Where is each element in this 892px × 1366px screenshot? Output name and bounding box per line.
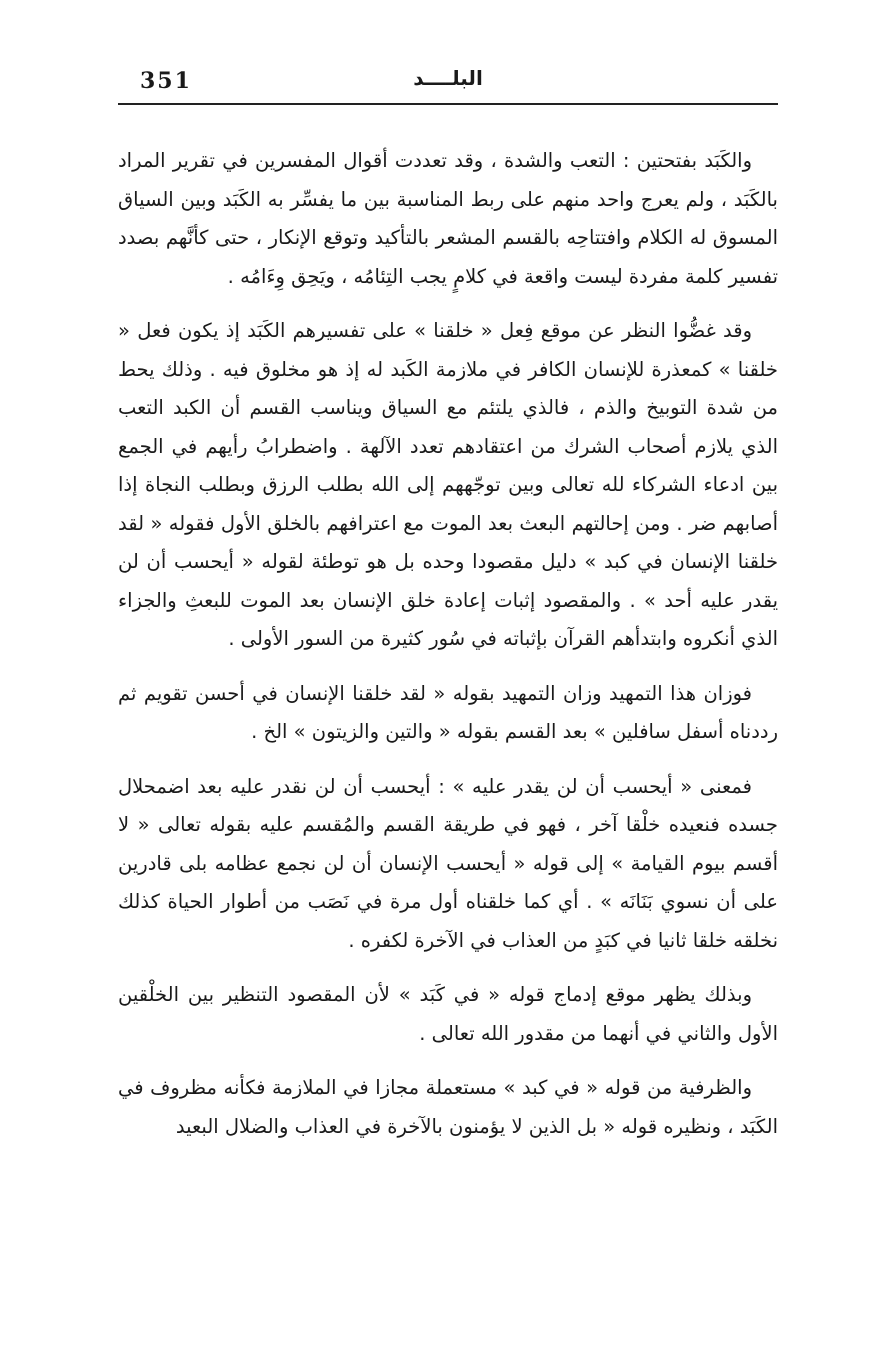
paragraph: فمعنى « أيحسب أن لن يقدر عليه » : أيحسب أن لن نقدر عليه بعد اضمحلال جسده فنعيده خلْقا آخر ، فهو في طريقة القسم والمُقسم عليه بقوله تعالى « لا أقسم بيوم القيامة » إلى قوله « أيحسب الإنسان أن لن نجمع عظامه بلى قادرين على أن نسوي بَنَانَه » . أي كما خلقناه أول مرة في نَصَب من أطوار الحياة كذلك نخلقه خلقا ثانيا في كبَدٍ من العذاب في الآخرة لكفره .	[118, 774, 778, 952]
header-rule	[118, 103, 778, 105]
page-header	[118, 68, 778, 102]
body-text	[118, 142, 778, 1162]
paragraph: وقد غضُّوا النظر عن موقع فِعل « خلقنا » على تفسيرهم الكَبَد إذ يكون فعل « خلقنا » كمعذرة للإنسان الكافر في ملازمة الكَبد له إذ هو مخلوق فيه . وذلك يحط من شدة التوبيخ والذم ، فالذي يلتئم مع السياق ويناسب القسم أن الكبد التعب الذي يلازم أصحاب الشرك من اعتقادهم تعدد الآلهة . واضطرابُ رأيهم في الجمع بين ادعاء الشركاء لله تعالى وبين توجّههم إلى الله بطلب الرزق وبطلب النجاة إذا أصابهم ضر . ومن إحالتهم البعث بعد الموت مع اعترافهم بالخلق الأول فقوله « لقد خلقنا الإنسان في كبد » دليل مقصودا وحده بل هو توطئة لقوله « أيحسب أن لن يقدر عليه أحد » . والمقصود إثبات إعادة خلق الإنسان بعد الموت للبعثِ والجزاء الذي أنكروه وابتدأهم القرآن بإثباته في سُور كثيرة من السور الأولى .	[118, 319, 778, 650]
paragraph: والظرفية من قوله « في كبد » مستعملة مجازا في الملازمة فكأنه مظروف في الكَبَد ، ونظيره قوله « بل الذين لا يؤمنون بالآخرة في العذاب والضلال البعيد	[118, 1076, 778, 1138]
paragraph: والكَبَد بفتحتين : التعب والشدة ، وقد تعددت أقوال المفسرين في تقرير المراد بالكَبَد ، ولم يعرج واحد منهم على ربط المناسبة بين ما يفسِّر به الكَبَد وبين السياق المسوق له الكلام وافتتاحِه بالقسم المشعر بالتأكيد وتوقع الإنكار ، حتى كأنَّهم بصدد تفسير كلمة مفردة ليست واقعة في كلامٍ يجب التِئامُه ، ويَحِق وِءَامُه .	[118, 149, 778, 288]
running-title: البلــــد	[413, 66, 483, 90]
paragraph: وبذلك يظهر موقع إدماج قوله « في كَبَد » لأن المقصود التنظير بين الخلْقين الأول والثاني في أنهما من مقدور الله تعالى .	[118, 983, 778, 1045]
page-number: 351	[140, 68, 192, 94]
paragraph: فوزان هذا التمهيد وزان التمهيد بقوله « لقد خلقنا الإنسان في أحسن تقويم ثم رددناه أسفل سافلين » بعد القسم بقوله « والتين والزيتون » الخ .	[118, 681, 778, 743]
